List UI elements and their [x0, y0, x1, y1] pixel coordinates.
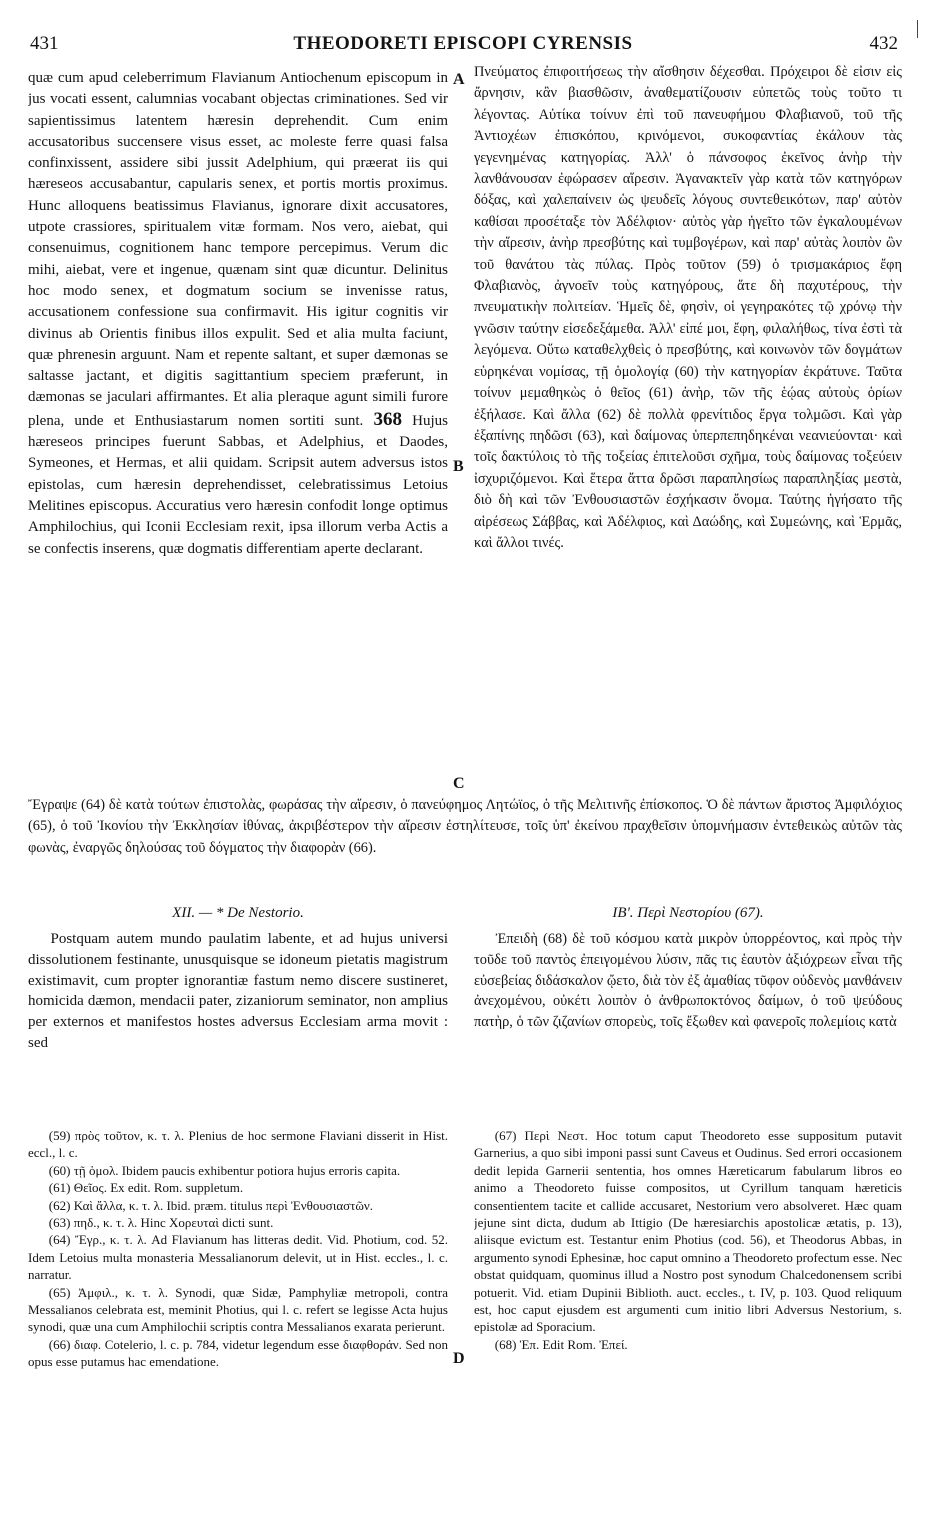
- margin-marker-b: B: [453, 458, 464, 475]
- footnote: (60) τῇ ὁμολ. Ibidem paucis exhibentur potiora hujus erroris capita.: [48, 1162, 401, 1178]
- page-number-left: 431: [30, 33, 59, 54]
- latin-main-column: [28, 68, 448, 790]
- latin-main-text: [28, 68, 448, 560]
- margin-marker-a: A: [453, 71, 465, 88]
- footnotes-left: [28, 1127, 448, 1517]
- section-heading-latin: XII. — * De Nestorio.: [172, 905, 304, 921]
- running-title: THEODORETI EPISCOPI CYRENSIS: [293, 33, 633, 54]
- section-heading-greek: ΙΒ'. Περὶ Νεστορίου (67).: [612, 905, 764, 921]
- footnotes-right: [474, 1127, 902, 1517]
- footnote: (68) Ἐπ. Edit Rom. Ἐπεί.: [494, 1336, 628, 1352]
- footnote: (65) Ἀμφιλ., κ. τ. λ. Synodi, quæ Sidæ, Pamphyliæ metropoli, contra Messalianos celebrata est, meminit Photius, qui l. c. refert se legisse Acta hujus synodi, quæ una cum Amphilochii scriptis contra Messalianos exarata perierunt.: [28, 1284, 448, 1335]
- footnote: (66) διαφ. Cotelerio, l. c. p. 784, videtur legendum esse διαφθοράν. Sed non opus esse putamus hac emendatione.: [28, 1336, 448, 1370]
- page-number-right: 432: [869, 33, 898, 54]
- greek-body-column: [474, 929, 902, 1111]
- footnote: (62) Καὶ ἄλλα, κ. τ. λ. Ibid. præm. titulus περὶ Ἐνθουσιαστῶν.: [48, 1197, 374, 1213]
- greek-full-text: Ἔγραψε (64) δὲ κατὰ τούτων ἐπιστολὰς, φωράσας τὴν αἵρεσιν, ὁ πανεύφημος Λητώϊος, ὁ τῆς Μελιτινῆς ἐπίσκοπος. Ὁ δὲ πάντων ἄριστος Ἀμφιλόχιος (65), ὁ τοῦ Ἰκονίου τὴν Ἐκκλησίαν ἰθύνας, ἀκριβέστερον τὴν αἵρεσιν ἐστηλίτευσε, τοῖς ὑπ' ἐκείνου πραχθεῖσιν ὑπομνήμασιν ἐντεθεικὼς αὐτῶν τὰς φωνὰς, ἐναργῶς δηλούσας τοῦ δόγματος τὴν διαφορὰν (66).: [28, 797, 902, 856]
- greek-main-text: Πνεύματος ἐπιφοιτήσεως τὴν αἴσθησιν δέχεσθαι. Πρόχειροι δὲ εἰσιν εἰς ἄρνησιν, κἂν βιασθῶσιν, ἀναθεματίζουσιν εὐπετῶς τοὺς τοῦτο τι λέγοντας. Αὐτίκα τοίνυν ἐπὶ τοῦ πανευφήμου Φλαβιανοῦ, τοῦ τῆς Ἀντιοχέων ἐπισκόπου, κρινόμενοι, συκοφαντίας ἐκάλουν τὰς γεγενημένας κατηγορίας. Ἀλλ' ὁ πάνσοφος ἐκεῖνος ἀνὴρ τὴν λανθάνουσαν ἐφώρασεν αἵρεσιν. Ἀγανακτεῖν γὰρ κατὰ τῶν κατηγόρων δόξας, καὶ χαλεπαίνειν ὡς ψευδεῖς λόγους συντεθεικότων, παρ' αὐτὸν καθίσαι προσέταξε τὸν Ἀδέλφιον· αὐτὸς γὰρ ἡγεῖτο τῶν ἐγκαλουμένων τὴν αἵρεσιν, ἀνὴρ πρεσβύτης καὶ τυμβογέρων, καὶ παρ' αὐτὰς λοιπὸν ὢν τοῦ θανάτου τὰς πύλας. Πρὸς τοῦτον (59) ὁ τρισμακάριος ἔφη Φλαβιανὸς, ἀγνοεῖν τοὺς κατηγόρους, ἅτε δὴ παχυτέρους, τὴν πνευματικὴν πολιτείαν. Ἡμεῖς δὲ, φησὶν, οἱ γεγηρακότες τῷ χρόνῳ τὴν γνῶσιν ταύτην εἰσεδεξάμεθα. Ἀλλ' εἰπέ μοι, ἔφη, φιλαλήθως, τίνα ἐστὶ τὰ λεγόμενα. Οὕτω καταθελχθεὶς ὁ πρεσβύτης, καὶ κοινωνὸν τῶν δογμάτων εὑρηκέναι νομίσας, τῇ ὁμολογίᾳ (60) τὴν κατηγορίαν ἐκράτυνε. Ταῦτα τοίνυν μεμαθηκὼς ὁ θεῖος (61) ἀνὴρ, τῶν τῆς ἑῴας αὐτοὺς ὁρίων ἐξήλασε. Καὶ ἄλλα (62) δὲ πολλὰ φρενίτιδος ἔργα τολμῶσι. Καὶ γὰρ ἐξαπίνης πηδῶσι (63), καὶ δαίμονας ὑπερπεπηδηκέναι νεανιεύονται· καὶ τοῖς δακτύλοις τὸ τῆς τοξείας ἐπιτελοῦσι σχῆμα, τοὺς δαίμονας τοξεύειν ἰσχυριζόμενοι. Καὶ ἕτερα ἄττα δρῶσι παραπλησίως παραπληξίας μεστὰ, διὸ δὴ καὶ τῶν Ἐνθουσιαστῶν ἐσχήκασιν ὄνομα. Ταύτης ἡγήσατο τῆς αἱρέσεως Σάββας, καὶ Ἀδέλφιος, καὶ Δαώδης, καὶ Συμεώνης, καὶ Ἑρμᾶς, καὶ ἄλλοι τινές.: [474, 64, 902, 551]
- latin-main-part-2: Hujus hæreseos principes fuerunt Sabbas, et Adelphius, et Daodes, Symeones, et Hermas, et alii quidam. Scripsit autem adversus istos epistolas, cum hæresin deprehendisset, celebratissimus Letoius Melitines episcopus. Accuratius vero hæresin confodit longe optimus Amphilochius, qui Iconii Ecclesiam rexit, ipsa illorum verba Actis a se confectis inserens, quæ dogmatis differentiam aperte declarant.: [28, 412, 448, 557]
- margin-marker-c: C: [453, 775, 465, 792]
- greek-full-width-text: [28, 795, 902, 895]
- footnote: (67) Περὶ Νεστ. Hoc totum caput Theodoreto esse suppositum putavit Garnerius, a quo sibi imponi passi sunt Caveus et Oudinus. Sed errori occasionem dedit lepida Garnerii sententia, hos omnes Hæreticarum fabularum libros eo animo a Theodoreto fuisse compositos, ut Cyrillum tanquam hæreticis consentientem tacite et callide accusaret, Nestorium vero absolveret. Hæc quam jejune sint dicta, dudum ab Ittigio (De hæresiarchis apostolicæ ætatis, p. 13), aliisque evictum est. Testantur enim Photius (cod. 56), et Theodorus Abbas, in argumento synodi Ephesinæ, hoc caput omnino a Theodoreto profectum esse. Nec obstat quidquam, quominus illud a Nostro post synodum Chalcedonensem scribi potuerit. Vid. etiam Dupinii Biblioth. auct. eccles., t. IV, p. 103. Quod reliquum est, hoc caput ejusdem est argumenti cum initio libri Adversus Nestorium, s. epistolæ ad Sporacium.: [474, 1128, 902, 1335]
- latin-body-text: Postquam autem mundo paulatim labente, et ad hujus universi dissolutionem festinante, unusquisque se idoneum pietatis magistrum existimavit, cum propter ignorantiæ fastum nemo discere sustineret, homicida dæmon, mendacii pater, zizaniorum seminator, non amplius per externos et manifestos hostes adversus Ecclesiam arma movit : sed: [28, 931, 448, 1051]
- column-number: 368: [373, 408, 402, 430]
- footnote: (59) πρὸς τοῦτον, κ. τ. λ. Plenius de hoc sermone Flaviani disserit in Hist. eccl., l. c.: [28, 1128, 448, 1161]
- edge-rule: [917, 20, 918, 38]
- footnote: (63) πηδ., κ. τ. λ. Hinc Χορευταὶ dicti sunt.: [48, 1215, 274, 1231]
- greek-main-column: [474, 62, 902, 796]
- margin-marker-d: D: [453, 1350, 465, 1367]
- footnote: (61) Θεῖος. Ex edit. Rom. suppletum.: [48, 1180, 244, 1196]
- footnote: (64) Ἔγρ., κ. τ. λ. Ad Flavianum has litteras dedit. Vid. Photium, cod. 52. Idem Letoius multa monasteria Messalianorum delevit, ut in Hist. eccles., l. c. narratur.: [28, 1232, 448, 1283]
- latin-main-part-1: quæ cum apud celeberrimum Flavianum Antiochenum episcopum in jus vocati essent, calumnias vocabant objectas criminationes. Sed vir sapientissimus latentem hæresin deprehendit. Cum enim accusatoribus succensere visus esset, ac moleste ferre quasi falsa confinxissent, assidere sibi jussit Adelphium, qui præerat iis qui hæreseos accusabantur, capularis senex, et portis mortis proximus. Hunc alloquens beatissimus Flavianus, ignorare dixit accusatores, utpote crassiores, spiritualem vitæ formam. Nos vero, aiebat, qui consenuimus, cognitionem hanc tempore percepimus. Verum dic mihi, aiebat, vere et ingenue, quænam sint quæ dicuntur. Delinitus hoc modo senex, et dogmatum socium se invenisse ratus, accusationem confessione sua confirmavit. His igitur cognitis vir divinus ab Orientis finibus illos expulit. Sed et alia multa faciunt, quæ phrenesin arguunt. Nam et repente saltant, et super dæmonas se saltasse jactant, et digitis sagittantium speciem præferunt, in dæmonas se jaculari affirmantes. Et alia pleraque agunt simili furore plena, unde et Enthusiastarum nomen sortiti sunt.: [28, 70, 448, 429]
- greek-body-text: Ἐπειδὴ (68) δὲ τοῦ κόσμου κατὰ μικρὸν ὑπορρέοντος, καὶ πρὸς τὴν τοῦδε τοῦ παντὸς ἐπειγομένου λύσιν, πᾶς τις ἑαυτὸν ἀξιόχρεων εἶναι τῆς εὐσεβείας διδάσκαλον ᾤετο, διὰ τὸν ἐξ ἀμαθίας τῦφον οὐδενὸς μανθάνειν ἀνεχομένου, οὐκέτι λοιπὸν ὁ ἀνθρωποκτόνος δαίμων, ὁ τοῦ ψεύδους πατὴρ, ὁ τῶν ζιζανίων σπορεὺς, τοῖς ἔξωθεν καὶ φανεροῖς πολεμίοις κατὰ: [474, 931, 902, 1031]
- latin-body-column: [28, 929, 448, 1111]
